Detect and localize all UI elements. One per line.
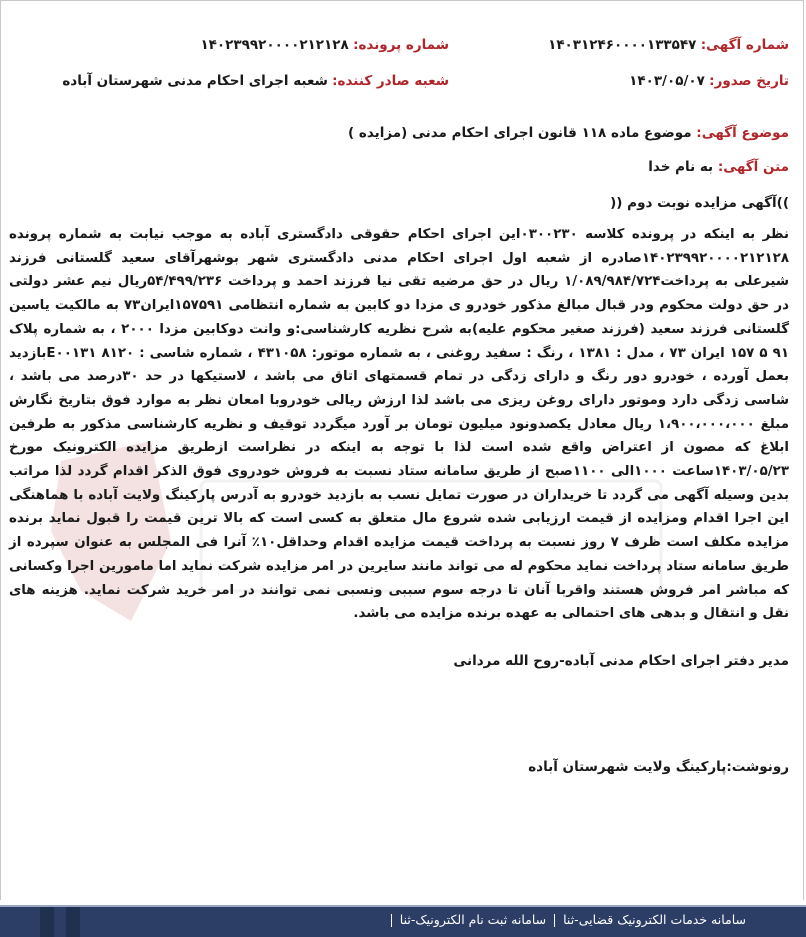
issuer-label: شعبه صادر کننده: [332, 73, 449, 89]
footer-link-sana-services[interactable]: سامانه خدمات الکترونیک قضایی-ثنا [563, 912, 746, 927]
ad-subject [9, 125, 789, 141]
issuer-field [62, 73, 449, 89]
footer-links [383, 912, 746, 927]
subject-value: موضوع ماده ۱۱۸ قانون اجرای احکام مدنی (مزایده ) [348, 125, 692, 141]
footer-separator [554, 914, 555, 927]
carbon-copy-line: رونوشت:پارکینگ ولایت شهرستان آباده [528, 759, 789, 775]
case-number-field [200, 37, 449, 53]
auction-heading: ))آگهی مزایده نوبت دوم (( [610, 195, 789, 211]
subject-label: موضوع آگهی: [696, 125, 789, 141]
ad-number-value: ۱۴۰۳۱۲۴۶۰۰۰۰۱۳۳۵۴۷ [548, 37, 697, 53]
signature-line: مدیر دفتر اجرای احکام مدنی آباده-روح الله مردانی [453, 653, 789, 669]
meta-row-numbers [9, 37, 789, 61]
footer-stripe-decoration [66, 907, 80, 937]
issue-date-value: ۱۴۰۳/۰۵/۰۷ [629, 73, 705, 89]
footer-separator [391, 914, 392, 927]
ad-text-opening: به نام خدا [648, 159, 714, 175]
ad-body-text: نظر به اینکه در پرونده کلاسه ۰۳۰۰۲۳۰این اجرای احکام حقوقی دادگستری آباده به موجب نیابت به شماره پرونده ۱۴۰۲۳۹۹۲۰۰۰۰۲۱۲۱۲۸صادره از شعبه اول اجرای احکام مدنی دادگستری شهر بوشهرآقای سعید گلستانی فرزند شیرعلی به پرداخت۱/۰۸۹/۹۸۴/۷۲۴ ریال در حق مرضیه تقی نیا فرزند احمد و پرداخت ۵۴/۴۹۹/۲۳۶ریال نیم عشر دولتی در حق دولت محکوم ودر قبال مبالغ مذکور خودرو ی مزدا دو کابین به شماره انتظامی ۱۵۷۵۹۱ایران۷۳ به مالکیت یاسین گلستانی فرزند سعید (فرزند صغیر محکوم علیه)به شرح نظریه کارشناسی:و وانت دوکابین مزدا ۲۰۰۰ ، به شماره پلاک ۹۱ ۵ ۱۵۷ ایران ۷۳ ، مدل : ۱۳۸۱ ، رنگ : سفید روغنی ، به شماره موتور: ۴۳۱۰۵۸ ، شماره شاسی : E۰۰۱۳۱ ۸۱۲۰بازدید بعمل آورده ، خودرو دور رنگ و دارای زدگی در تمام قسمتهای اتاق می باشد ، لاستیکها در حد ۳۰درصد می باشد ، شاسی زدگی دارد وموتور دارای روغن ریزی می باشد لذا ارزش ریالی خودروبا امعان نظر به موارد فوق بتاریخ نگارش مبلغ ۱،۹۰۰،۰۰۰،۰۰۰ ریال معادل یکصدونود میلیون تومان بر آورد میگردد توقیف و نظریه کارشناسی مذکور به طرفین ابلاغ که مصون از اعتراض واقع شده است لذا با توجه به اینکه در نظراست ازطریق مزایده الکترونیک مورخ ۱۴۰۳/۰۵/۲۳ساعت ۱۰۰۰الی ۱۱۰۰صبح از طریق سامانه ستاد نسبت به فروش خودروی فوق الذکر اقدام گردد لذا مراتب بدین وسیله آگهی می گردد تا خریداران در صورت تمایل نسب به بازدید خودرو به آدرس پارکینگ ولایت آباده با هماهنگی این اجرا اقدام ومزایده از قیمت ارزیابی شده شروع مال متعلق به کسی است که بالا ترین قیمت را قبول نماید برنده مزایده مکلف است ظرف ۷ روز نسبت به پرداخت قیمت مزایده اقدام وحداقل۱۰٪ آنرا فی المجلس به عنوان سپرده از طریق سامانه ستاد پرداخت نماید محکوم له می تواند مانند سایرین در امر مزایده شرکت نماید اما مامورین اجرا وکسانی که مباشر امر فروش هستند واقربا آنان تا درجه سوم سببی ونسبی نمی توانند در امر خرید شرکت نماید. هزینه های نقل و انتقال و بدهی های احتمالی به عهده برنده مزایده می باشد. [9, 227, 790, 622]
footer-stripe-decoration [40, 907, 54, 937]
ad-text-label: متن آگهی: [717, 159, 789, 175]
ad-number-field [548, 37, 789, 53]
case-number-value: ۱۴۰۲۳۹۹۲۰۰۰۰۲۱۲۱۲۸ [200, 37, 349, 53]
ad-text-header [9, 159, 789, 175]
ad-number-label: شماره آگهی: [700, 37, 789, 53]
issue-date-field [629, 73, 789, 89]
footer-bar [0, 905, 806, 937]
issuer-value: شعبه اجرای احکام مدنی شهرستان آباده [62, 73, 328, 89]
footer-link-sana-registration[interactable]: سامانه ثبت نام الکترونیک-ثنا [399, 912, 547, 927]
issue-date-label: تاریخ صدور: [709, 73, 789, 89]
case-number-label: شماره پرونده: [353, 37, 449, 53]
meta-row-date-issuer [9, 73, 789, 97]
